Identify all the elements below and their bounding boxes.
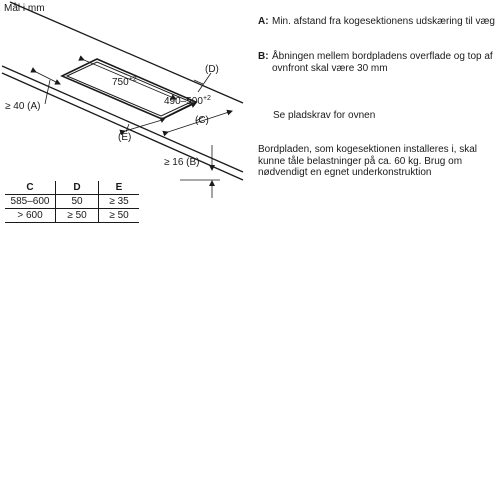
note-a-text: Min. afstand fra kogesektionens udskæring til væg bbox=[272, 16, 495, 27]
header-c: C bbox=[5, 181, 56, 195]
note-a-key: A: bbox=[258, 16, 269, 27]
header-d: D bbox=[56, 181, 99, 195]
label-b: ≥ 16 (B) bbox=[164, 157, 200, 168]
label-e: (E) bbox=[118, 132, 132, 143]
cutout-depth-value: $490-500^{+2}$ bbox=[164, 95, 211, 107]
cell-e: ≥ 50 bbox=[99, 209, 140, 223]
note-oven: Se pladskrav for ovnen bbox=[273, 110, 376, 121]
table-header-row bbox=[5, 181, 139, 195]
cell-c: > 600 bbox=[5, 209, 56, 223]
dimension-table bbox=[5, 181, 139, 223]
table-row bbox=[5, 195, 139, 209]
note-b bbox=[258, 51, 500, 74]
unit-label: Mål i mm bbox=[4, 3, 45, 14]
cell-e: ≥ 35 bbox=[99, 195, 140, 209]
cell-d: 50 bbox=[56, 195, 99, 209]
e-dimension bbox=[125, 120, 162, 131]
note-b-key: B: bbox=[258, 51, 269, 62]
note-b-text: Åbningen mellem bordpladens overflade og top af ovnfront skal være 30 mm bbox=[272, 51, 493, 74]
note-a bbox=[258, 16, 495, 28]
label-c: (C) bbox=[195, 115, 209, 126]
cutout-outline bbox=[62, 59, 196, 119]
cell-d: ≥ 50 bbox=[56, 209, 99, 223]
label-d: (D) bbox=[205, 64, 219, 75]
cutout-width-value: $750^{+2}$ bbox=[112, 76, 137, 88]
worktop-front-edge-bottom bbox=[2, 73, 243, 180]
header-e: E bbox=[99, 181, 140, 195]
cutout-inner-outline bbox=[67, 62, 191, 116]
cell-c: 585–600 bbox=[5, 195, 56, 209]
table-row bbox=[5, 209, 139, 223]
label-a: ≥ 40 (A) bbox=[5, 101, 41, 112]
note-load: Bordpladen, som kogesektionen installeres i, skal kunne tåle belastninger på ca. 60 kg. Brug om nødvendigt en egnet underkonstruktion bbox=[258, 144, 478, 178]
